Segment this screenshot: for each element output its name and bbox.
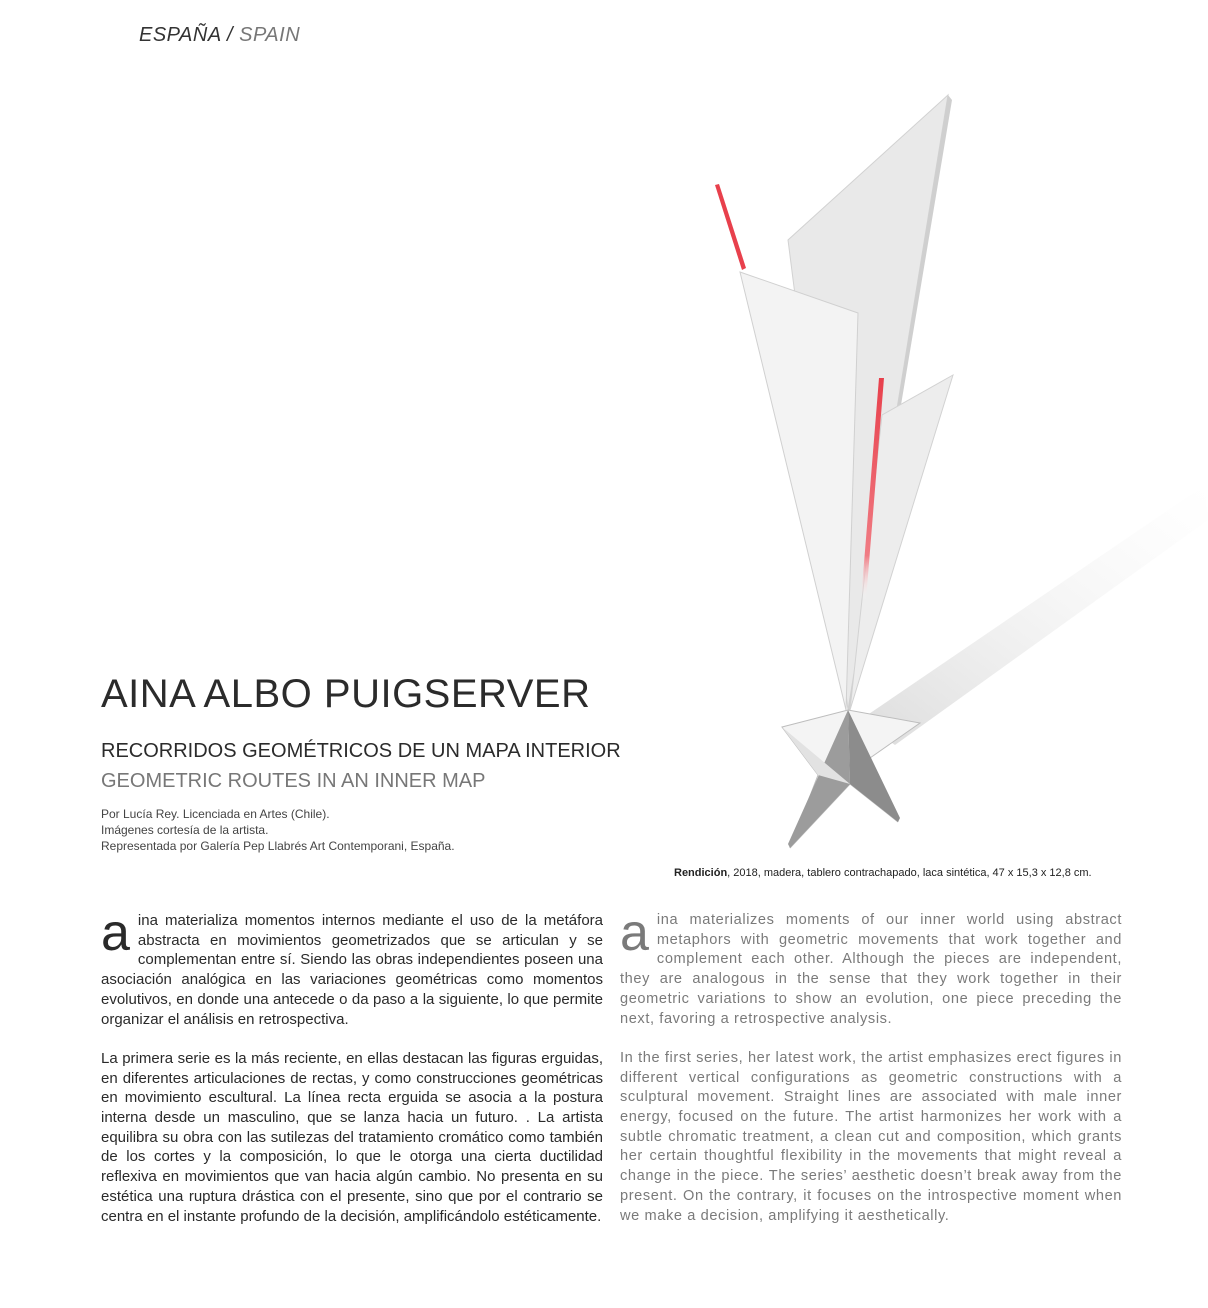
section-label-es: ESPAÑA <box>139 24 221 46</box>
credit-gallery: Representada por Galería Pep Llabrés Art Contemporani, España. <box>101 839 455 853</box>
article-column-en <box>620 904 1122 1246</box>
dropcap-en: a <box>620 904 649 962</box>
sculpture-shadow <box>860 485 1208 745</box>
image-caption <box>674 867 1092 879</box>
article-es-paragraph-1 <box>101 904 603 1029</box>
section-separator: / <box>226 24 234 46</box>
sculpture-blade-left <box>740 272 858 710</box>
caption-details: , 2018, madera, tablero contrachapado, laca sintética, 47 x 15,3 x 12,8 cm. <box>727 867 1092 879</box>
credit-author: Por Lucía Rey. Licenciada en Artes (Chile). <box>101 807 330 821</box>
article-es-p1-text: ina materializa momentos internos mediante el uso de la metáfora abstracta en movimientos geometrizados que se articulan y se complementan entre sí. Siendo las obras independientes poseen una asociación analógica en las variaciones geométricas como momentos evolutivos, en donde una antecede o da paso a la siguiente, lo que permite organizar el análisis en retrospectiva. <box>101 912 603 1028</box>
article-column-es <box>101 904 603 1246</box>
section-label-en: SPAIN <box>239 24 301 46</box>
sculpture-red-rod-left <box>715 184 746 270</box>
credit-images: Imágenes cortesía de la artista. <box>101 823 269 837</box>
subtitle-en: GEOMETRIC ROUTES IN AN INNER MAP <box>101 770 486 792</box>
article-en-paragraph-2: In the first series, her latest work, the artist emphasizes erect figures in different vertical configurations as geometric constructions with a sculptural movement. Straight lines are associated with male inner energy, focused on the future. The artist harmonizes her work with a subtle chromatic treatment, a clean cut and composition, which grants her certain thoughtful flexibility in the movements that might reveal a change in the piece. The series’ aesthetic doesn’t break away from the present. On the contrary, it focuses on the introspective moment when we make a decision, amplifying it aesthetically. <box>620 1049 1122 1224</box>
dropcap-es: a <box>101 904 130 962</box>
caption-title: Rendición <box>674 867 728 879</box>
sculpture-photo <box>660 80 1208 860</box>
subtitle-es: RECORRIDOS GEOMÉTRICOS DE UN MAPA INTERIOR <box>101 740 621 762</box>
section-label <box>139 24 300 47</box>
article-en-p1-text: ina materializes moments of our inner world using abstract metaphors with geometric movements that work together and complement each other. Although the pieces are independent, they are analogous in the sense that they work together in their geometric variations to show an evolution, one piece preceding the next, favoring a retrospective analysis. <box>620 912 1122 1027</box>
article-es-paragraph-2: La primera serie es la más reciente, en ellas destacan las figuras erguidas, en diferentes articulaciones de rectas, y como construcciones geométricas en movimiento escultural. La línea recta erguida se asocia a la postura interna desde un masculino, que se lanza hacia un futuro. . La artista equilibra su obra con las sutilezas del tratamiento cromático como también de los cortes y la composición, lo que le otorga una cierta ductilidad reflexiva en movimientos que van hacia algún cambio. No presenta en su estética una ruptura drástica con el presente, sino que por el contrario se centra en el instante profundo de la decisión, amplificándolo estéticamente. <box>101 1049 603 1225</box>
credits <box>101 806 455 854</box>
artist-name: AINA ALBO PUIGSERVER <box>101 672 591 716</box>
article-en-paragraph-1 <box>620 904 1122 1029</box>
